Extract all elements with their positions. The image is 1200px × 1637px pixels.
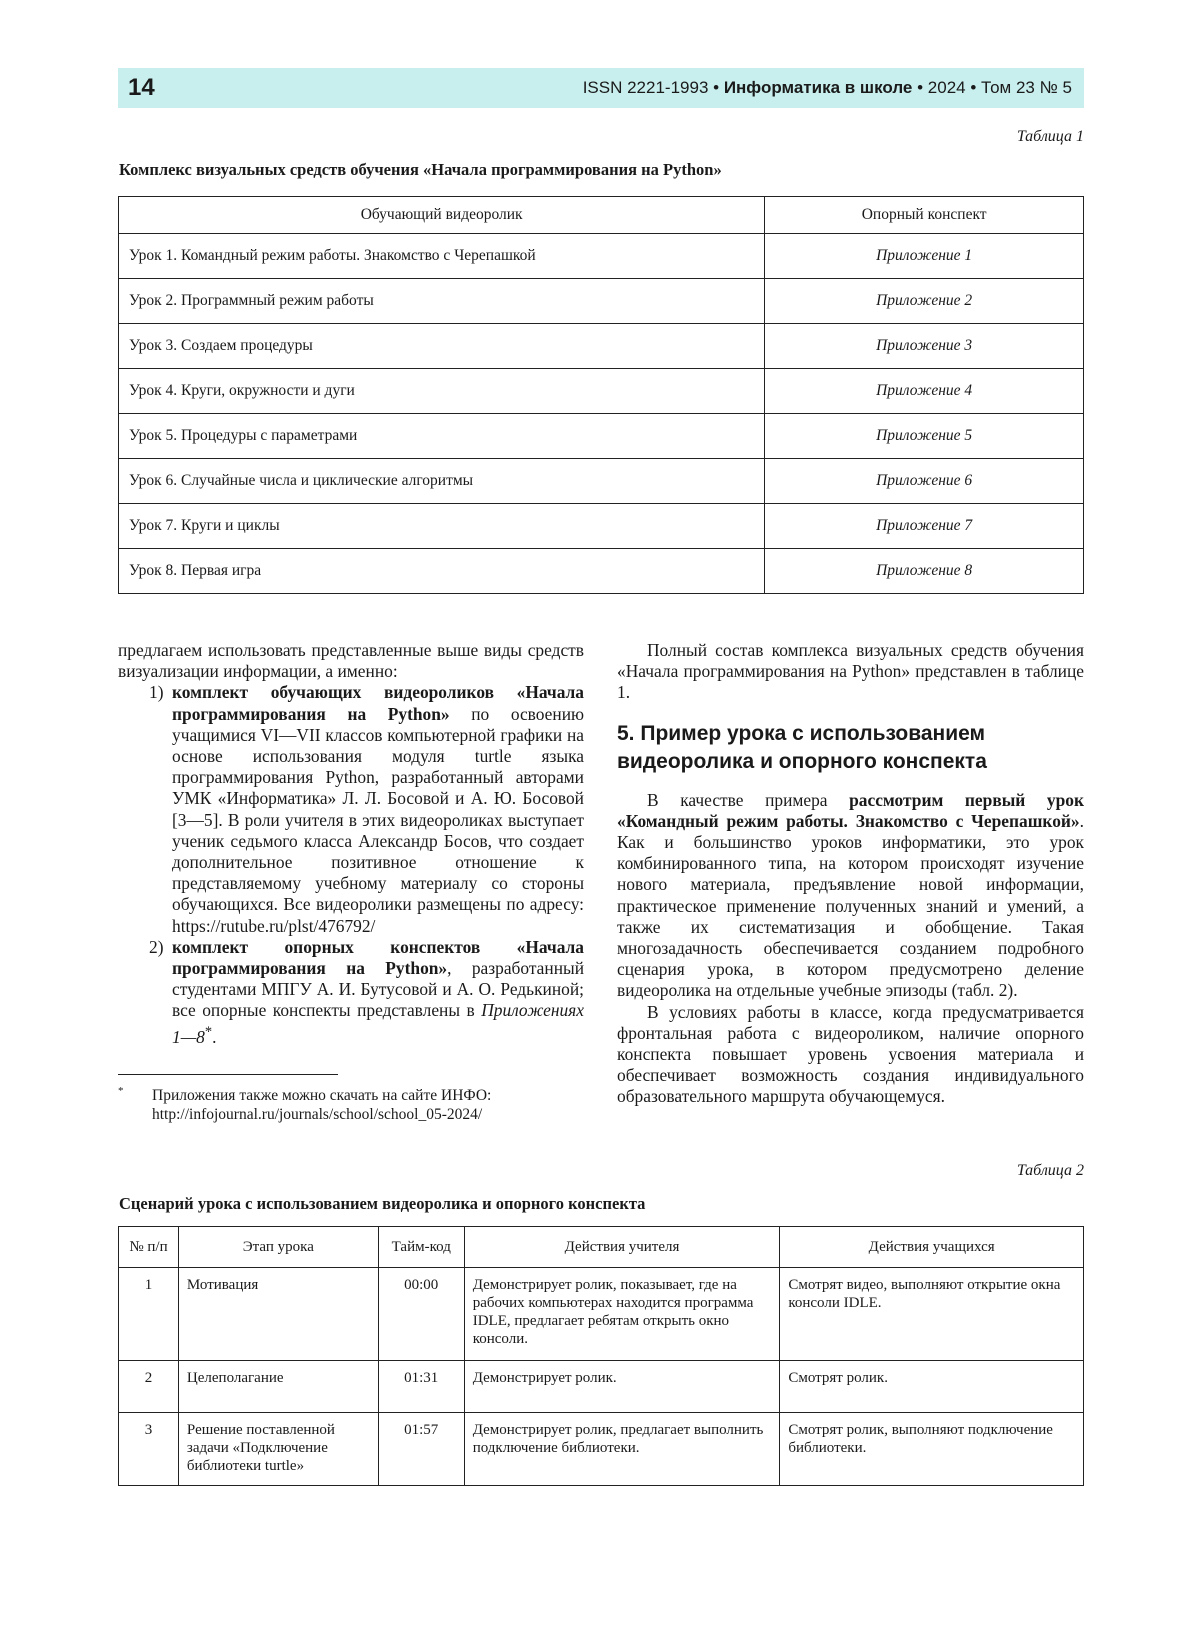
- student-actions: Смотрят ролик, выполняют подключение библиотеки.: [780, 1413, 1084, 1486]
- table2-caption: Таблица 2: [1016, 1162, 1084, 1179]
- timecode: 01:31: [378, 1361, 464, 1413]
- row-number: 1: [119, 1268, 179, 1361]
- footnote-text: Приложения также можно скачать на сайте ИНФО: http://infojournal.ru/journals/school/school_05-2024/: [152, 1087, 492, 1123]
- page-header: [118, 68, 1084, 108]
- list-number: 1): [149, 682, 164, 703]
- teacher-actions: Демонстрирует ролик, показывает, где на рабочих компьютерах находится программа IDLE, предлагает ребятам открыть окно консоли.: [464, 1268, 780, 1361]
- appendix-ref: Приложение 4: [765, 369, 1084, 414]
- table2-header-row: [119, 1227, 1084, 1268]
- appendix-ref: Приложение 3: [765, 324, 1084, 369]
- issn: ISSN 2221-1993: [582, 78, 709, 97]
- table-row: [119, 324, 1084, 369]
- lesson-title: Урок 3. Создаем процедуры: [119, 324, 765, 369]
- table1-title: Комплекс визуальных средств обучения «Начала программирования на Python»: [119, 160, 722, 179]
- table-row: [119, 1413, 1084, 1486]
- table1: [118, 196, 1084, 594]
- table1-header-cell: Обучающий видеоролик: [119, 197, 765, 234]
- appendix-ref: Приложение 2: [765, 279, 1084, 324]
- appendix-ref: Приложение 6: [765, 459, 1084, 504]
- intro-paragraph: предлагаем использовать представленные выше виды средств визуализации информации, а именно:: [118, 640, 584, 682]
- paragraph: В качестве примера рассмотрим первый урок «Командный режим работы. Знакомство с Черепашкой». Как и большинство уроков информатики, это урок комбинированного типа, на котором происходят изучение нового материала, предъявление новой информации, практическое применение полученных знаний и умений, а также их систематизация и обобщение. Такая многозадачность обеспечивается созданием подробного сценария урока, в котором предусмотрено деление видеоролика на отдельные учебные эпизоды (табл. 2).: [617, 789, 1085, 1001]
- table1-header-cell: Опорный конспект: [765, 197, 1084, 234]
- left-column: [118, 640, 584, 1048]
- lesson-title: Урок 4. Круги, окружности и дуги: [119, 369, 765, 414]
- student-actions: Смотрят видео, выполняют открытие окна консоли IDLE.: [780, 1268, 1084, 1361]
- footnote-mark: *: [118, 1085, 124, 1097]
- appendix-ref: Приложение 8: [765, 549, 1084, 594]
- lesson-title: Урок 1. Командный режим работы. Знакомство с Черепашкой: [119, 234, 765, 279]
- table2-header-cell: Действия учащихся: [780, 1227, 1084, 1268]
- journal-info: ISSN 2221-1993 • Информатика в школе • 2024 • Том 23 № 5: [582, 78, 1072, 97]
- table-row: [119, 504, 1084, 549]
- footnote: [118, 1086, 584, 1124]
- footnote-ref: *: [204, 1023, 213, 1040]
- lesson-title: Урок 5. Процедуры с параметрами: [119, 414, 765, 459]
- timecode: 00:00: [378, 1268, 464, 1361]
- row-number: 3: [119, 1413, 179, 1486]
- lesson-title: Урок 2. Программный режим работы: [119, 279, 765, 324]
- footnote-rule: [118, 1074, 338, 1075]
- list-item: 2) комплект опорных конспектов «Начала программирования на Python», разработанный студентами МПГУ А. И. Бутусовой и А. О. Редькиной; все опорные конспекты представлены в Приложениях 1—8*.: [149, 936, 585, 1047]
- page-number: 14: [128, 74, 155, 101]
- student-actions: Смотрят ролик.: [780, 1361, 1084, 1413]
- table-row: [119, 1361, 1084, 1413]
- table-row: [119, 279, 1084, 324]
- table-row: [119, 549, 1084, 594]
- right-column: [617, 640, 1084, 1108]
- appendix-ref: Приложение 5: [765, 414, 1084, 459]
- paragraph: В условиях работы в классе, когда предусматривается фронтальная работа с видеороликом, наличие опорного конспекта повышает уровень усвоения материала и обеспечивает возможность создания индивидуального образовательного маршрута обучающемуся.: [617, 1001, 1084, 1107]
- teacher-actions: Демонстрирует ролик.: [464, 1361, 780, 1413]
- journal-volume: Том 23 № 5: [981, 78, 1072, 97]
- table2: [118, 1226, 1084, 1486]
- table-row: [119, 234, 1084, 279]
- table2-header-cell: № п/п: [119, 1227, 179, 1268]
- appendix-link: Приложениях 1—8: [172, 1000, 584, 1047]
- table-row: [119, 369, 1084, 414]
- appendix-ref: Приложение 7: [765, 504, 1084, 549]
- list-item: 1) комплект обучающих видеороликов «Начала программирования на Python» по освоению учащимися VI—VII классов компьютерной графики на основе использования модуля turtle языка программирования Python, разработанный авторами УМК «Информатика» Л. Л. Босовой и А. Ю. Босовой [3—5]. В роли учителя в этих видеороликах выступает ученик седьмого класса Александр Босов, что создает дополнительное позитивное отношение к представляемому учебному материалу со стороны обучающихся. Все видеоролики размещены по адресу: https://rutube.ru/plst/476792/: [149, 682, 584, 936]
- teacher-actions: Демонстрирует ролик, предлагает выполнить подключение библиотеки.: [464, 1413, 780, 1486]
- paragraph: Полный состав комплекса визуальных средств обучения «Начала программирования на Python» представлен в таблице 1.: [617, 640, 1084, 703]
- table-row: [119, 1268, 1084, 1361]
- row-number: 2: [119, 1361, 179, 1413]
- list-number: 2): [149, 936, 164, 957]
- lesson-title: Урок 8. Первая игра: [119, 549, 765, 594]
- journal-year: 2024: [927, 78, 966, 97]
- table-row: [119, 459, 1084, 504]
- journal-name: Информатика в школе: [723, 78, 913, 97]
- lesson-title: Урок 7. Круги и циклы: [119, 504, 765, 549]
- timecode: 01:57: [378, 1413, 464, 1486]
- table2-title: Сценарий урока с использованием видеоролика и опорного конспекта: [119, 1194, 646, 1213]
- table2-header-cell: Тайм-код: [378, 1227, 464, 1268]
- table1-header-row: [119, 197, 1084, 234]
- table1-caption: Таблица 1: [1016, 128, 1084, 145]
- lesson-stage: Целеполагание: [178, 1361, 378, 1413]
- lesson-stage: Решение поставленной задачи «Подключение библиотеки turtle»: [178, 1413, 378, 1486]
- table-row: [119, 414, 1084, 459]
- table2-header-cell: Действия учителя: [464, 1227, 780, 1268]
- lesson-stage: Мотивация: [178, 1268, 378, 1361]
- section-heading: 5. Пример урока с использованием видеоролика и опорного конспекта: [617, 721, 987, 773]
- lesson-title: Урок 6. Случайные числа и циклические алгоритмы: [119, 459, 765, 504]
- table2-header-cell: Этап урока: [178, 1227, 378, 1268]
- appendix-ref: Приложение 1: [765, 234, 1084, 279]
